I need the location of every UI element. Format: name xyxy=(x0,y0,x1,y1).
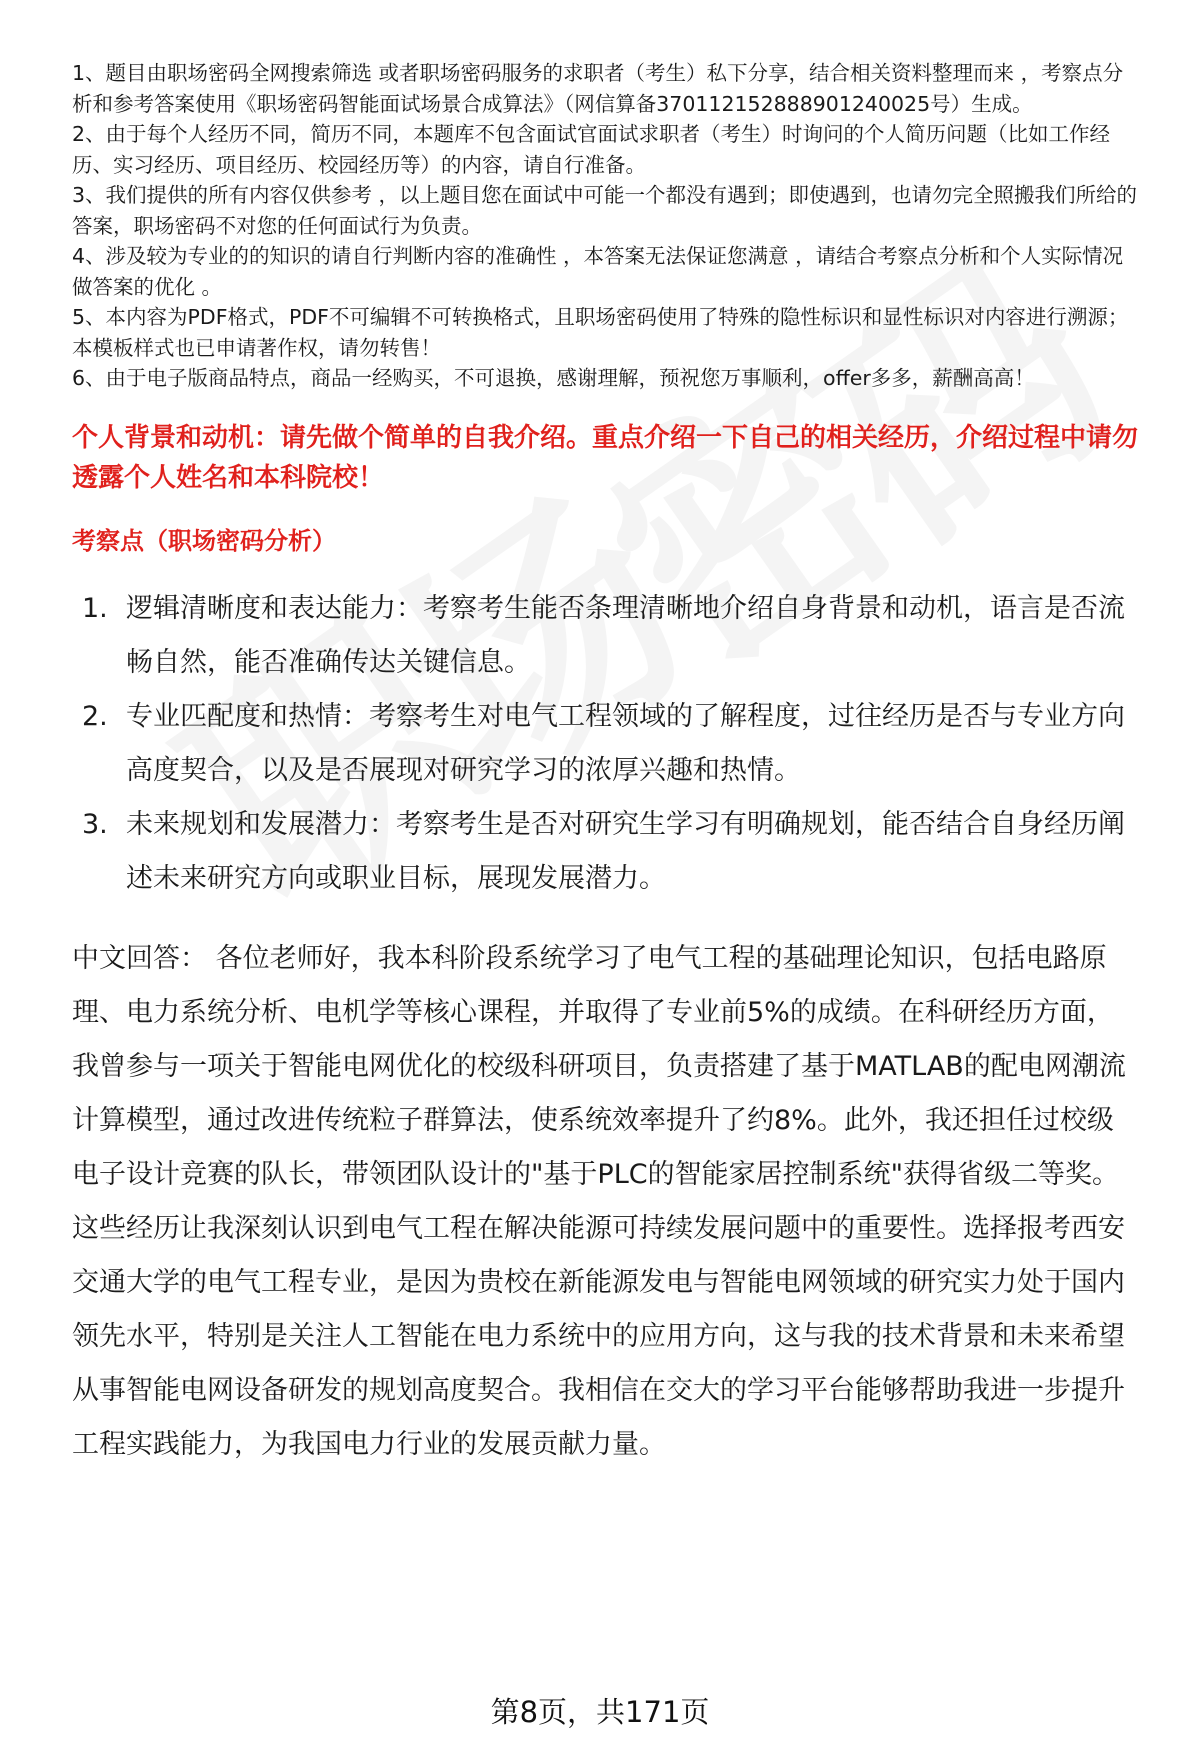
disclaimer-list xyxy=(72,58,1138,394)
point-number: 1. xyxy=(82,592,108,624)
point-number: 3. xyxy=(82,808,108,840)
interview-question: 个人背景和动机：请先做个简单的自我介绍。重点介绍一下自己的相关经历，介绍过程中请勿透露个人姓名和本科院校！ xyxy=(72,422,1139,493)
disclaimer-item: 3、我们提供的所有内容仅供参考 ，以上题目您在面试中可能一个都没有遇到；即使遇到，也请勿完全照搬我们所给的答案，职场密码不对您的任何面试行为负责。 xyxy=(72,183,1138,238)
analysis-point xyxy=(72,798,1138,906)
disclaimer-item: 4、涉及较为专业的的知识的请自行判断内容的准确性 ，本答案无法保证您满意 ，请结合考察点分析和个人实际情况做答案的优化 。 xyxy=(72,244,1124,299)
disclaimer-item: 1、题目由职场密码全网搜索筛选 或者职场密码服务的求职者（考生）私下分享，结合相关资料整理而来 ，考察点分析和参考答案使用《职场密码智能面试场景合成算法》（网信算备370112152888901240025号）生成。 xyxy=(72,61,1124,116)
point-text: 未来规划和发展潜力：考察考生是否对研究生学习有明确规划，能否结合自身经历阐述未来研究方向或职业目标，展现发展潜力。 xyxy=(126,808,1125,894)
disclaimer-item: 6、由于电子版商品特点，商品一经购买，不可退换，感谢理解，预祝您万事顺利，offer多多，薪酬高高！ xyxy=(72,366,1035,390)
disclaimer-item: 5、本内容为PDF格式，PDF不可编辑不可转换格式，且职场密码使用了特殊的隐性标识和显性标识对内容进行溯源；本模板样式也已申请著作权，请勿转售！ xyxy=(72,305,1129,360)
answer-text: 中文回答： 各位老师好，我本科阶段系统学习了电气工程的基础理论知识，包括电路原理、电力系统分析、电机学等核心课程，并取得了专业前5%的成绩。在科研经历方面，我曾参与一项关于智能电网优化的校级科研项目，负责搭建了基于MATLAB的配电网潮流计算模型，通过改进传统粒子群算法，使系统效率提升了约8%。此外，我还担任过校级电子设计竞赛的队长，带领团队设计的"基于PLC的智能家居控制系统"获得省级二等奖。这些经历让我深刻认识到电气工程在解决能源可持续发展问题中的重要性。选择报考西安交通大学的电气工程专业，是因为贵校在新能源发电与智能电网领域的研究实力处于国内领先水平，特别是关注人工智能在电力系统中的应用方向，这与我的技术背景和未来希望从事智能电网设备研发的规划高度契合。我相信在交大的学习平台能够帮助我进一步提升工程实践能力，为我国电力行业的发展贡献力量。 xyxy=(72,942,1126,1460)
analysis-point xyxy=(72,690,1138,798)
analysis-points xyxy=(72,582,1138,906)
point-text: 专业匹配度和热情：考察考生对电气工程领域的了解程度，过往经历是否与专业方向高度契合，以及是否展现对研究学习的浓厚兴趣和热情。 xyxy=(126,700,1125,786)
point-text: 逻辑清晰度和表达能力：考察考生能否条理清晰地介绍自身背景和动机，语言是否流畅自然，能否准确传达关键信息。 xyxy=(126,592,1125,678)
analysis-heading: 考察点（职场密码分析） xyxy=(72,526,336,555)
disclaimer-item: 2、由于每个人经历不同，简历不同，本题库不包含面试官面试求职者（考生）时询问的个人简历问题（比如工作经历、实习经历、项目经历、校园经历等）的内容，请自行准备。 xyxy=(72,122,1111,177)
point-number: 2. xyxy=(82,700,108,732)
page-number: 第8页，共171页 xyxy=(490,1695,710,1729)
analysis-point xyxy=(72,582,1138,690)
